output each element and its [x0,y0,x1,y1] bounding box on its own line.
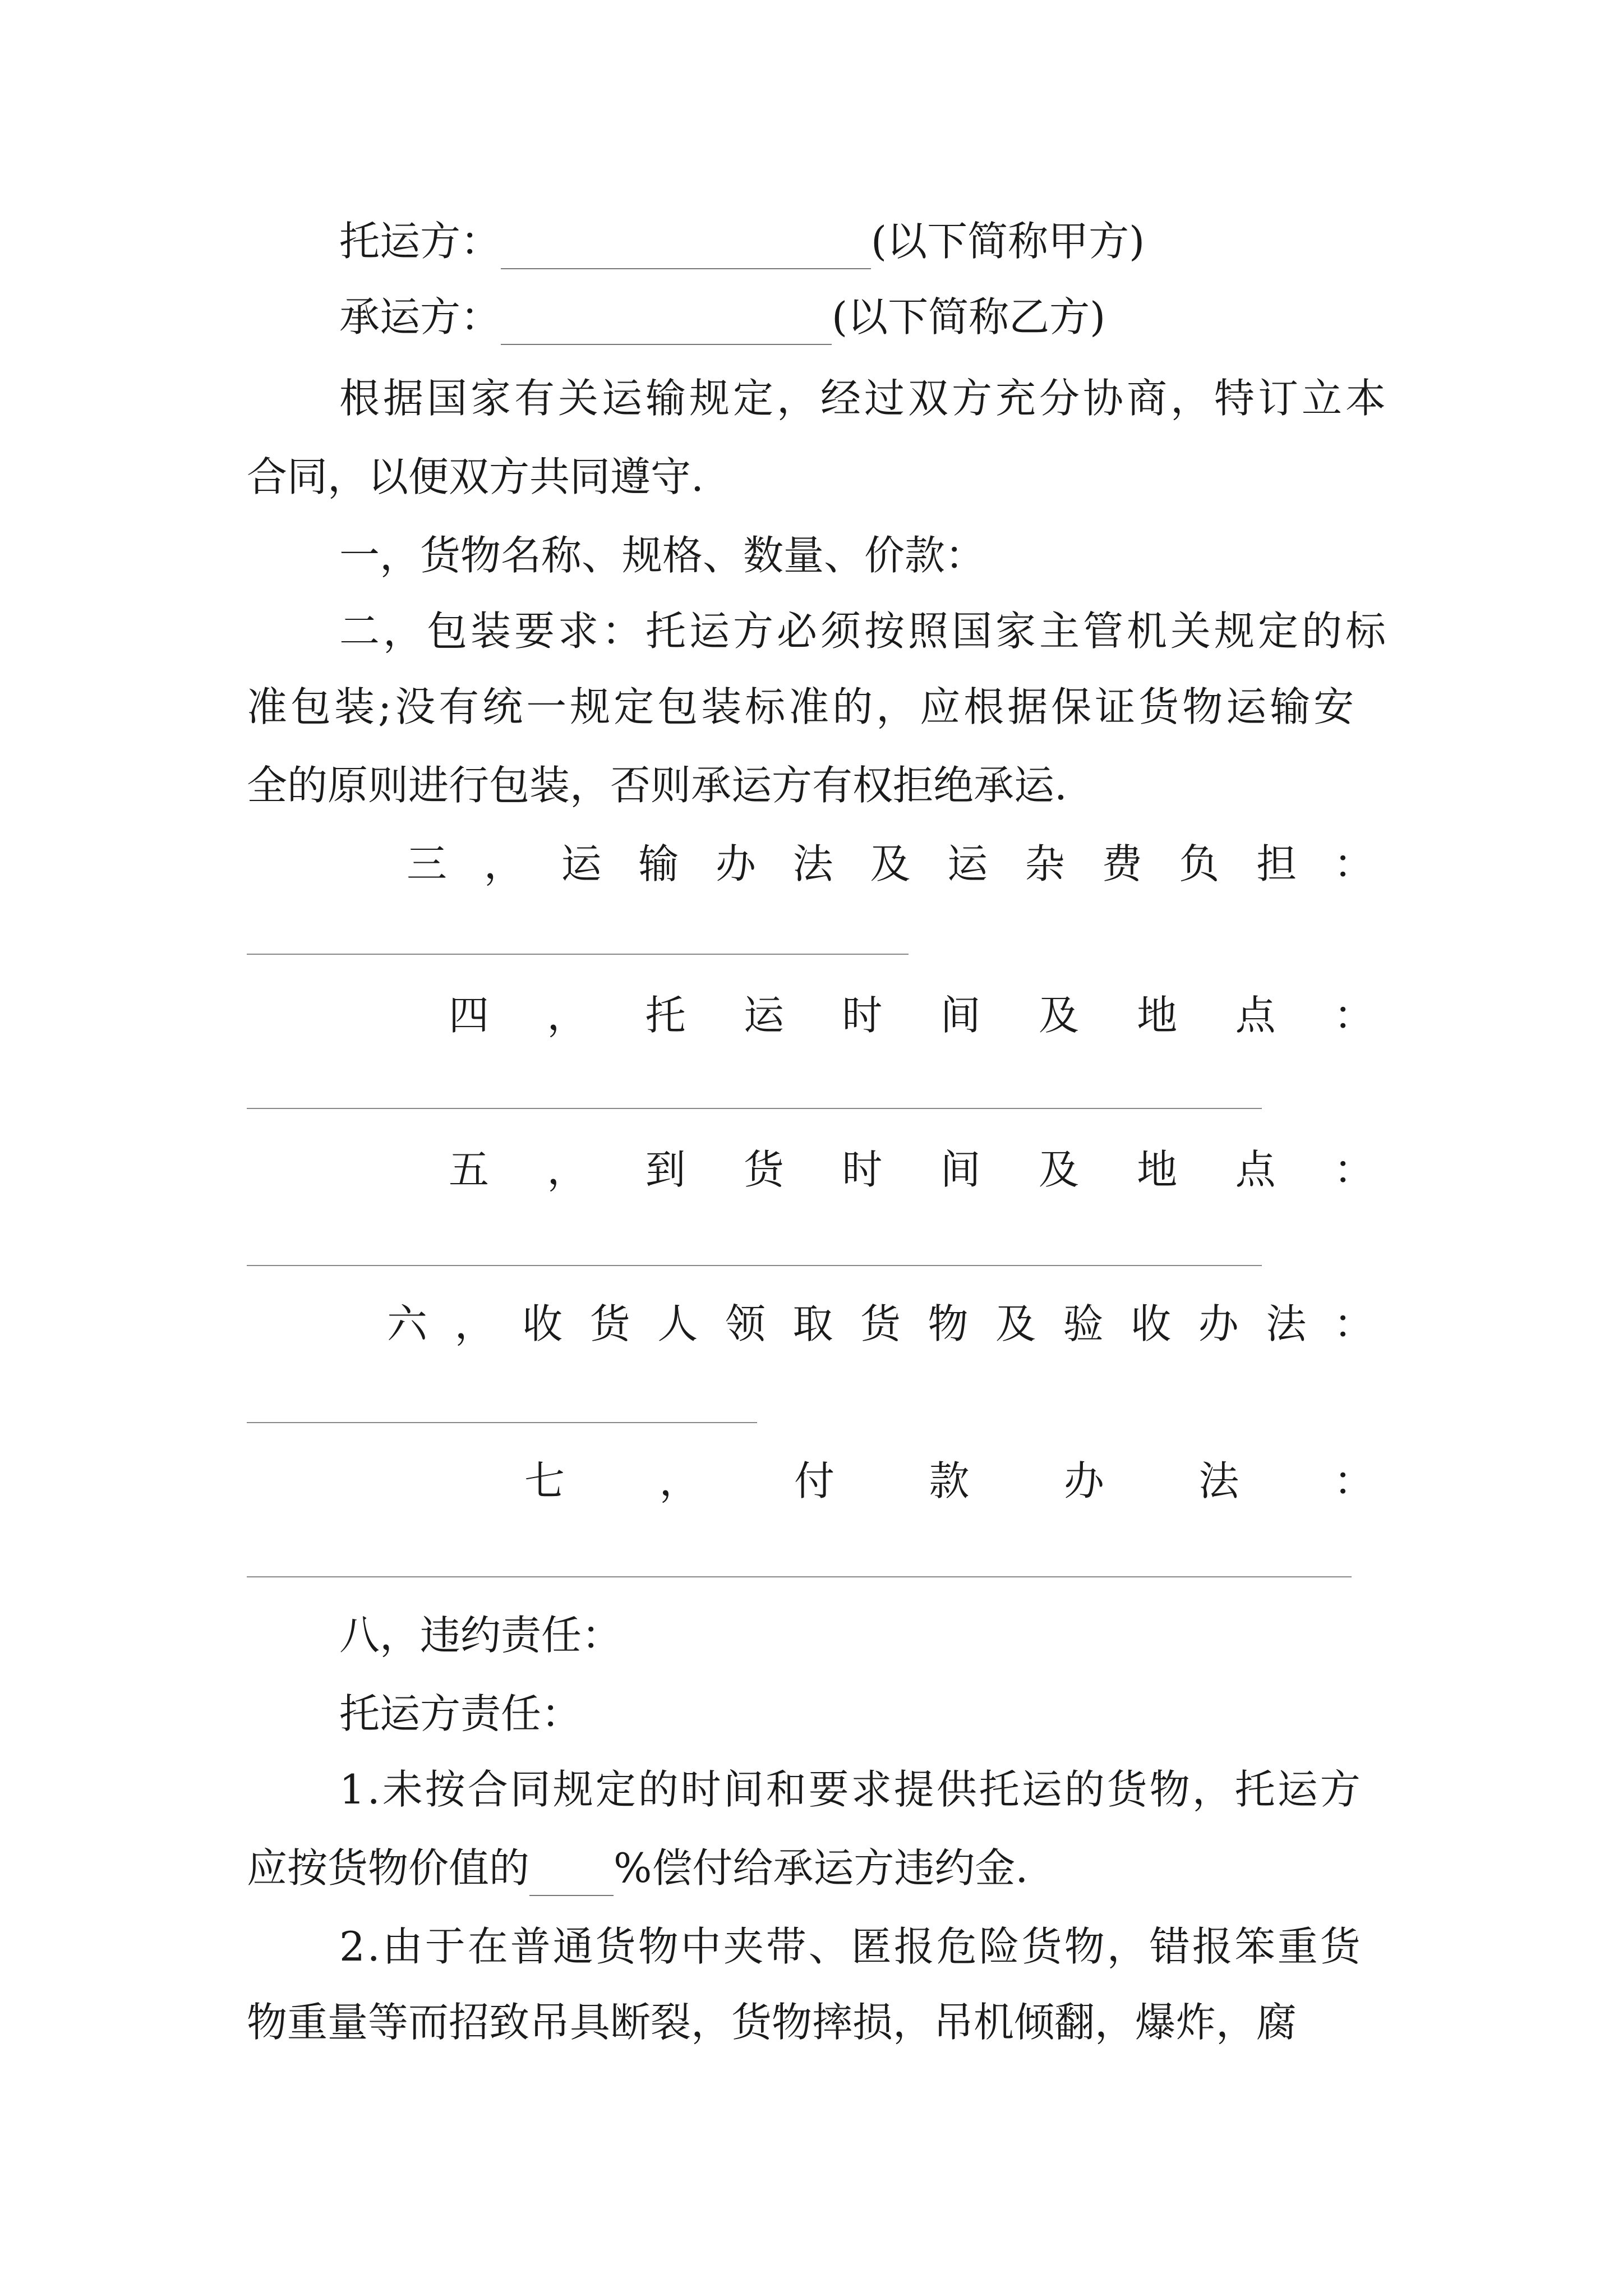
s3-char: 及 [870,840,911,887]
section-7-blank[interactable] [247,1576,1352,1577]
s6-char: 人 [657,1300,698,1347]
section-3-blank[interactable] [247,954,909,955]
s3-char: 负 [1179,840,1220,887]
s4-char: 托 [645,992,686,1039]
s4-char: ： [1333,992,1374,1039]
s6-char: 取 [792,1300,833,1347]
party-a-line [339,213,1145,269]
s6-char: 法 [1266,1300,1307,1347]
s5-char: 到 [645,1146,686,1193]
section-5-heading [449,1142,1374,1198]
section-4-heading [449,987,1374,1043]
intro-line-1: 根据国家有关运输规定，经过双方充分协商，特订立本 [339,375,1390,422]
s3-char: 担 [1256,840,1297,887]
s5-char: 地 [1137,1146,1178,1193]
s6-char: 货 [589,1300,630,1347]
section-7-heading [524,1453,1374,1509]
party-a-label: 托运方： [339,218,501,265]
section-2-line-3: 全的原则进行包装，否则承运方有权拒绝承运. [247,762,1067,809]
s7-char: 法 [1198,1457,1239,1504]
s6-char: 收 [1131,1300,1172,1347]
section-1-heading: 一，货物名称、规格、数量、价款： [339,532,986,579]
s4-char: 四 [449,992,490,1039]
section-8-heading: 八，违约责任： [339,1612,623,1659]
s4-char: 时 [842,992,883,1039]
item-1-line-2 [247,1840,1028,1896]
s7-char: 七 [524,1457,565,1504]
shipper-responsibility-heading: 托运方责任： [339,1690,582,1737]
s3-char: ， [483,840,524,887]
s5-char: 点 [1235,1146,1276,1193]
s6-char: 办 [1198,1300,1239,1347]
s4-char: ， [547,992,588,1039]
s5-char: 时 [842,1146,883,1193]
item-1-line-1: 1.未按合同规定的时间和要求提供托运的货物，托运方 [339,1766,1363,1813]
s6-char: ： [1333,1300,1374,1347]
s6-char: 货 [860,1300,901,1347]
item-1-text-a: 应按货物价值的 [247,1844,530,1892]
s3-char: 三 [407,840,448,887]
s3-char: 杂 [1024,840,1065,887]
s7-char: 款 [929,1457,970,1504]
s3-char: 办 [715,840,756,887]
party-a-suffix: (以下简称甲方) [871,218,1145,265]
section-3-heading [407,836,1374,892]
s6-char: 领 [725,1300,766,1347]
s4-char: 及 [1038,992,1079,1039]
party-b-suffix: (以下简称乙方) [832,293,1106,341]
s4-char: 间 [940,992,981,1039]
s5-char: ： [1333,1146,1374,1193]
s3-char: 费 [1101,840,1142,887]
s5-char: 货 [743,1146,784,1193]
s4-char: 地 [1137,992,1178,1039]
s5-char: 间 [940,1146,981,1193]
section-5-blank[interactable] [247,1265,1262,1266]
party-b-blank[interactable] [501,305,832,345]
s3-char: 运 [561,840,602,887]
s6-char: 六 [387,1300,428,1347]
s6-char: ， [454,1300,495,1347]
party-b-line [339,289,1105,345]
s3-char: ： [1333,840,1374,887]
s5-char: 五 [449,1146,490,1193]
s7-char: ： [1333,1457,1374,1504]
s4-char: 运 [743,992,784,1039]
intro-line-2: 合同，以便双方共同遵守. [247,453,704,500]
s6-char: 验 [1063,1300,1104,1347]
s6-char: 及 [995,1300,1036,1347]
penalty-percent-blank[interactable] [529,1856,614,1896]
item-2-line-2: 物重量等而招致吊具断裂，货物摔损，吊机倾翻，爆炸，腐 [247,1999,1297,2046]
s5-char: ， [547,1146,588,1193]
s3-char: 输 [638,840,679,887]
s3-char: 法 [792,840,833,887]
section-4-blank[interactable] [247,1108,1262,1109]
party-a-blank[interactable] [501,229,871,269]
s3-char: 运 [947,840,988,887]
section-6-heading [387,1296,1374,1352]
section-2-line-2: 准包装;没有统一规定包装标准的，应根据保证货物运输安 [247,683,1358,730]
s6-char: 物 [928,1300,969,1347]
s7-char: 办 [1063,1457,1104,1504]
s6-char: 收 [522,1300,563,1347]
s7-char: ， [659,1457,700,1504]
section-2-line-1: 二，包装要求：托运方必须按照国家主管机关规定的标 [339,608,1390,655]
section-6-blank[interactable] [247,1422,757,1423]
item-1-text-b: %偿付给承运方违约金. [614,1844,1029,1892]
s4-char: 点 [1235,992,1276,1039]
party-b-label: 承运方： [339,293,501,341]
s5-char: 及 [1038,1146,1079,1193]
item-2-line-1: 2.由于在普通货物中夹带、匿报危险货物，错报笨重货 [339,1923,1363,1970]
s7-char: 付 [794,1457,834,1504]
